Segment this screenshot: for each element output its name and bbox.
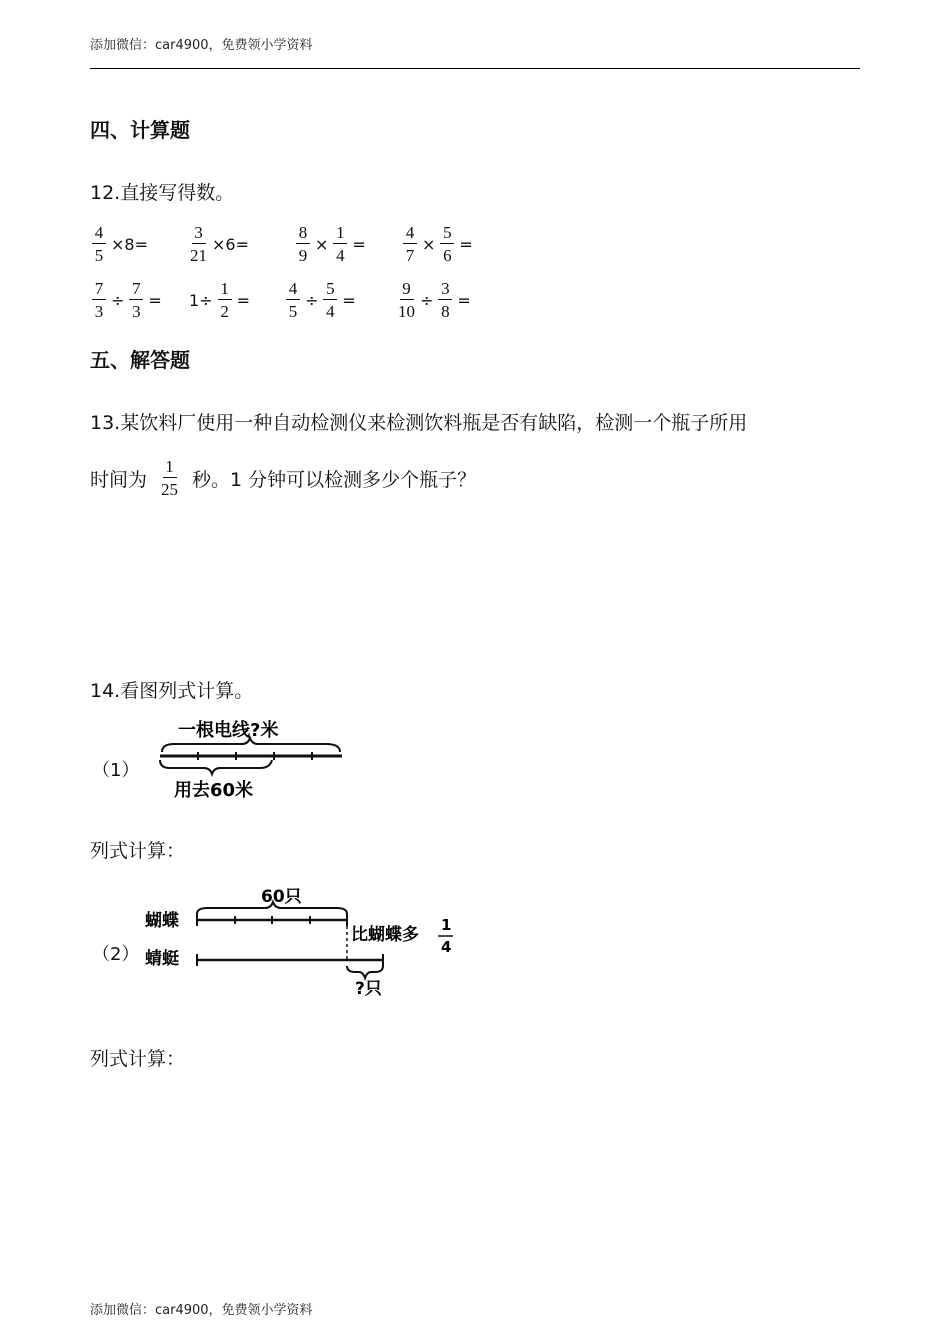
wire-total-label: 一根电线?米 bbox=[178, 720, 279, 741]
fraction: $\frac{5}{6}$ bbox=[440, 224, 454, 264]
q12-item-3: $\frac{8}{9}$ × $\frac{1}{4}$ = bbox=[294, 224, 369, 264]
fraction: $\frac{3}{8}$ bbox=[438, 280, 452, 320]
q12-item-2: $\frac{3}{21}$ ×6= bbox=[190, 223, 249, 265]
side-frac-num: 1 bbox=[441, 916, 452, 934]
page-footer: 添加微信：car4900，免费领小学资料 bbox=[90, 1303, 313, 1318]
fraction: $\frac{9}{10}$ bbox=[398, 279, 415, 321]
fraction: $\frac{7}{3}$ bbox=[92, 280, 106, 320]
q12-item-6: 1÷ $\frac{1}{2}$ = bbox=[189, 279, 250, 321]
fraction: $\frac{3}{21}$ bbox=[190, 223, 207, 265]
bottom-brace bbox=[347, 966, 383, 978]
fraction: $\frac{1}{25}$ bbox=[161, 457, 179, 499]
fraction: $\frac{7}{3}$ bbox=[129, 280, 143, 320]
fraction: $\frac{8}{9}$ bbox=[296, 224, 310, 264]
q12-prompt: 12.直接写得数。 bbox=[90, 182, 235, 204]
answer-label-1: 列式计算： bbox=[90, 840, 186, 862]
fraction: $\frac{4}{5}$ bbox=[92, 224, 106, 264]
answer-label-2: 列式计算： bbox=[90, 1048, 186, 1070]
q12-item-1: $\frac{4}{5}$ ×8= bbox=[90, 224, 151, 264]
section-title-word-problems: 五、解答题 bbox=[90, 348, 190, 372]
butterfly-row-label: 蝴蝶 bbox=[145, 911, 179, 931]
q12-item-5: $\frac{7}{3}$ ÷ $\frac{7}{3}$ = bbox=[90, 280, 165, 320]
butterfly-dragonfly-diagram bbox=[145, 880, 465, 1000]
section-title-calculation: 四、计算题 bbox=[90, 118, 190, 142]
wire-diagram bbox=[150, 712, 350, 804]
header-rule bbox=[90, 68, 860, 69]
wire-used-label: 用去60米 bbox=[174, 780, 254, 801]
fraction: $\frac{4}{7}$ bbox=[403, 224, 417, 264]
butterfly-count-label: 60只 bbox=[261, 887, 302, 907]
fraction: $\frac{4}{5}$ bbox=[286, 280, 300, 320]
q12-item-7: $\frac{4}{5}$ ÷ $\frac{5}{4}$ = bbox=[284, 280, 359, 320]
q12-item-8: $\frac{9}{10}$ ÷ $\frac{3}{8}$ = bbox=[398, 279, 471, 321]
q13-line-2: 时间为 $\frac{1}{25}$ 秒。1 分钟可以检测多少个瓶子？ bbox=[90, 457, 477, 499]
q14-part1-label: （1） bbox=[92, 760, 140, 781]
page-header: 添加微信：car4900，免费领小学资料 bbox=[90, 38, 313, 53]
dragonfly-row-label: 蜻蜓 bbox=[145, 949, 179, 969]
more-than-label: 比蝴蝶多 bbox=[351, 925, 419, 945]
fraction: $\frac{5}{4}$ bbox=[323, 280, 337, 320]
fraction: $\frac{1}{2}$ bbox=[218, 280, 232, 320]
q14-part2-label: （2） bbox=[92, 944, 140, 965]
fraction: $\frac{1}{4}$ bbox=[333, 224, 347, 264]
dragonfly-unknown-label: ?只 bbox=[355, 979, 382, 999]
top-brace bbox=[197, 902, 347, 914]
q14-prompt: 14.看图列式计算。 bbox=[90, 680, 254, 702]
bottom-brace bbox=[160, 760, 272, 774]
side-frac-den: 4 bbox=[441, 938, 452, 956]
q12-item-4: $\frac{4}{7}$ × $\frac{5}{6}$ = bbox=[401, 224, 476, 264]
q13-line-1: 13.某饮料厂使用一种自动检测仪来检测饮料瓶是否有缺陷，检测一个瓶子所用 bbox=[90, 412, 748, 434]
